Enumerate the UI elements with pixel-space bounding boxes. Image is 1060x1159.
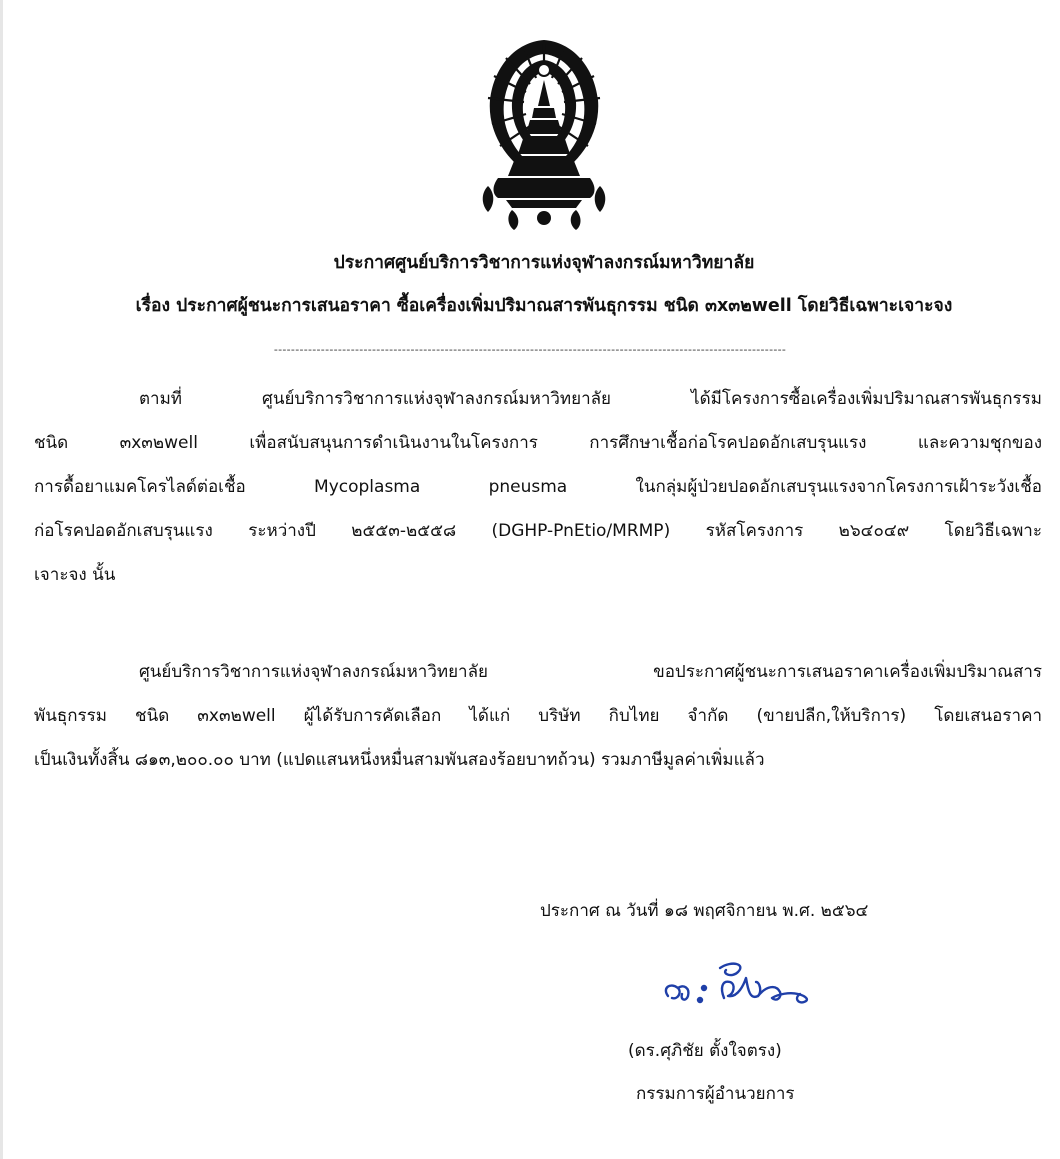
announcement-title: ประกาศศูนย์บริการวิชาการแห่งจุฬาลงกรณ์มหาวิทยาลัย [333,253,755,273]
divider-line: ------------------------------------------------------------------------------------------------------------------------ [273,343,787,356]
page-edge-line [0,0,3,1159]
signer-name: (ดร.ศุภิชัย ตั้งใจตรง) [628,1041,782,1061]
paragraph-winner-announcement [34,650,1042,782]
paragraph-line: ชนิด ๓x๓๒well เพื่อสนับสนุนการดำเนินงานในโครงการ การศึกษาเชื้อก่อโรคปอดอักเสบรุนแรง และความชุกของ [34,433,1042,453]
paragraph-project-background [34,377,1042,597]
university-emblem-icon [476,36,612,232]
paragraph-line: ตามที่ ศูนย์บริการวิชาการแห่งจุฬาลงกรณ์มหาวิทยาลัย ได้มีโครงการซื้อเครื่องเพิ่มปริมาณสารพันธุกรรม [139,389,1042,409]
paragraph-line: เป็นเงินทั้งสิ้น ๘๑๓,๒๐๐.๐๐ บาท (แปดแสนหนึ่งหมื่นสามพันสองร้อยบาทถ้วน) รวมภาษีมูลค่าเพิ่มแล้ว [34,750,765,770]
paragraph-line: เจาะจง นั้น [34,565,116,585]
signer-title: กรรมการผู้อำนวยการ [636,1084,795,1104]
paragraph-line: ศูนย์บริการวิชาการแห่งจุฬาลงกรณ์มหาวิทยาลัย ขอประกาศผู้ชนะการเสนอราคาเครื่องเพิ่มปริมาณสาร [139,662,1042,682]
paragraph-line: พันธุกรรม ชนิด ๓x๓๒well ผู้ได้รับการคัดเลือก ได้แก่ บริษัท กิบไทย จำกัด (ขายปลีก,ให้บริการ) โดยเสนอราคา [34,706,1042,726]
announcement-date: ประกาศ ณ วันที่ ๑๘ พฤศจิกายน พ.ศ. ๒๕๖๔ [540,901,869,921]
paragraph-line: การดื้อยาแมคโครไลด์ต่อเชื้อ Mycoplasma pneusma ในกลุ่มผู้ป่วยปอดอักเสบรุนแรงจากโครงการเฝ้าระวังเชื้อ [34,477,1042,497]
paragraph-line: ก่อโรคปอดอักเสบรุนแรง ระหว่างปี ๒๕๕๓-๒๕๕๘ (DGHP-PnEtio/MRMP) รหัสโครงการ ๒๖๔๐๔๙ โดยวิธีเฉพาะ [34,521,1042,541]
handwritten-signature-icon [660,958,830,1016]
announcement-subject: เรื่อง ประกาศผู้ชนะการเสนอราคา ซื้อเครื่องเพิ่มปริมาณสารพันธุกรรม ชนิด ๓x๓๒well โดยวิธีเฉพาะเจาะจง [135,296,953,316]
